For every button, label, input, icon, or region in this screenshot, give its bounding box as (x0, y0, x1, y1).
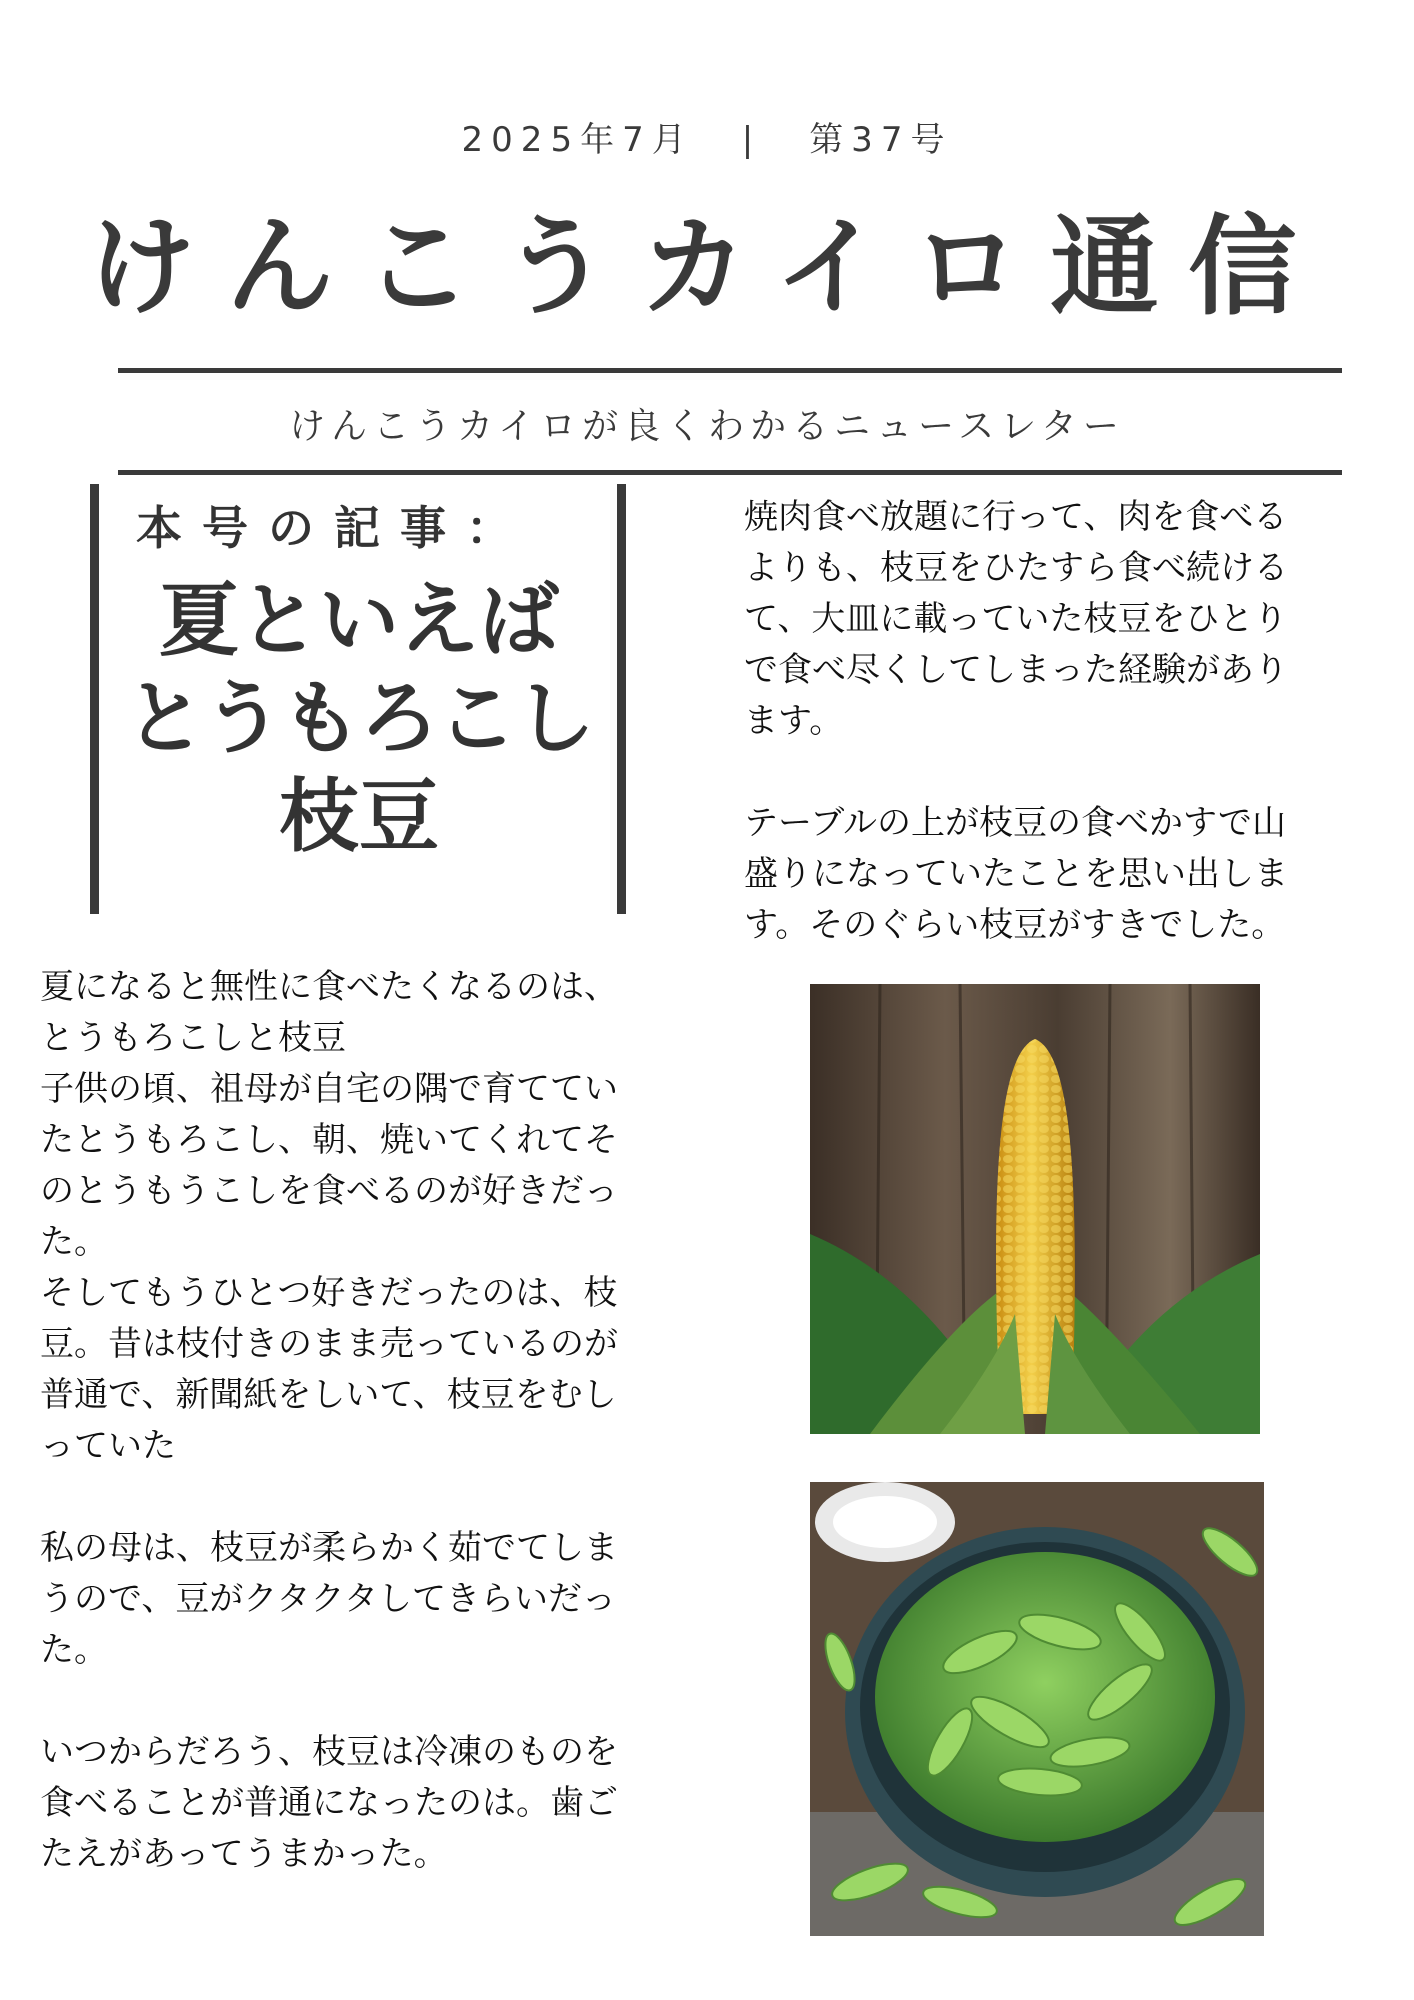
headline-line-1: 夏といえば (159, 574, 559, 667)
feature-border-left (90, 484, 99, 914)
issue-line (0, 112, 1414, 161)
feature-border-right (617, 484, 626, 914)
feature-kicker: 本号の記事： (136, 501, 532, 555)
headline-line-2: とうもろこし (125, 672, 593, 765)
divider-bottom (118, 470, 1342, 475)
feature-headline (104, 572, 614, 866)
issue-number: 第37号 (809, 120, 953, 160)
headline-line-3: 枝豆 (279, 770, 439, 863)
edamame-photo (810, 1482, 1264, 1936)
newsletter-title: けんこうカイロ通信 (87, 205, 1327, 330)
left-column-text: 夏になると無性に食べたくなるのは、 とうもろこしと枝豆 子供の頃、祖母が自宅の隅で育ててい たとうもろこし、朝、焼いてくれてそ のとうもうこしを食べるのが好きだっ た。 そしてもうひとつ好きだったのは、枝 豆。昔は枝付きのまま売っているのが 普通で、新聞紙をしいて、枝豆をむし っていた 私の母は、枝豆が柔らかく茹でてしま うので、豆がクタクタしてきらいだっ た。 いつからだろう、枝豆は冷凍のものを 食べることが普通になったのは。歯ご たえがあってうまかった。 (40, 967, 618, 1874)
issue-date: 2025年7月 (461, 120, 694, 160)
divider-top (118, 368, 1342, 373)
feature-box (90, 484, 630, 914)
tagline: けんこうカイロが良くわかるニュースレター (289, 406, 1125, 447)
right-column-text: 焼肉食べ放題に行って、肉を食べる よりも、枝豆をひたすら食べ続ける て、大皿に載っていた枝豆をひとり で食べ尽くしてしまった経験があり ます。 テーブルの上が枝豆の食べかすで山 盛りになっていたことを思い出しま す。そのぐらい枝豆がすきでした。 (744, 497, 1288, 945)
issue-separator: | (741, 120, 762, 160)
corn-photo (810, 984, 1260, 1434)
